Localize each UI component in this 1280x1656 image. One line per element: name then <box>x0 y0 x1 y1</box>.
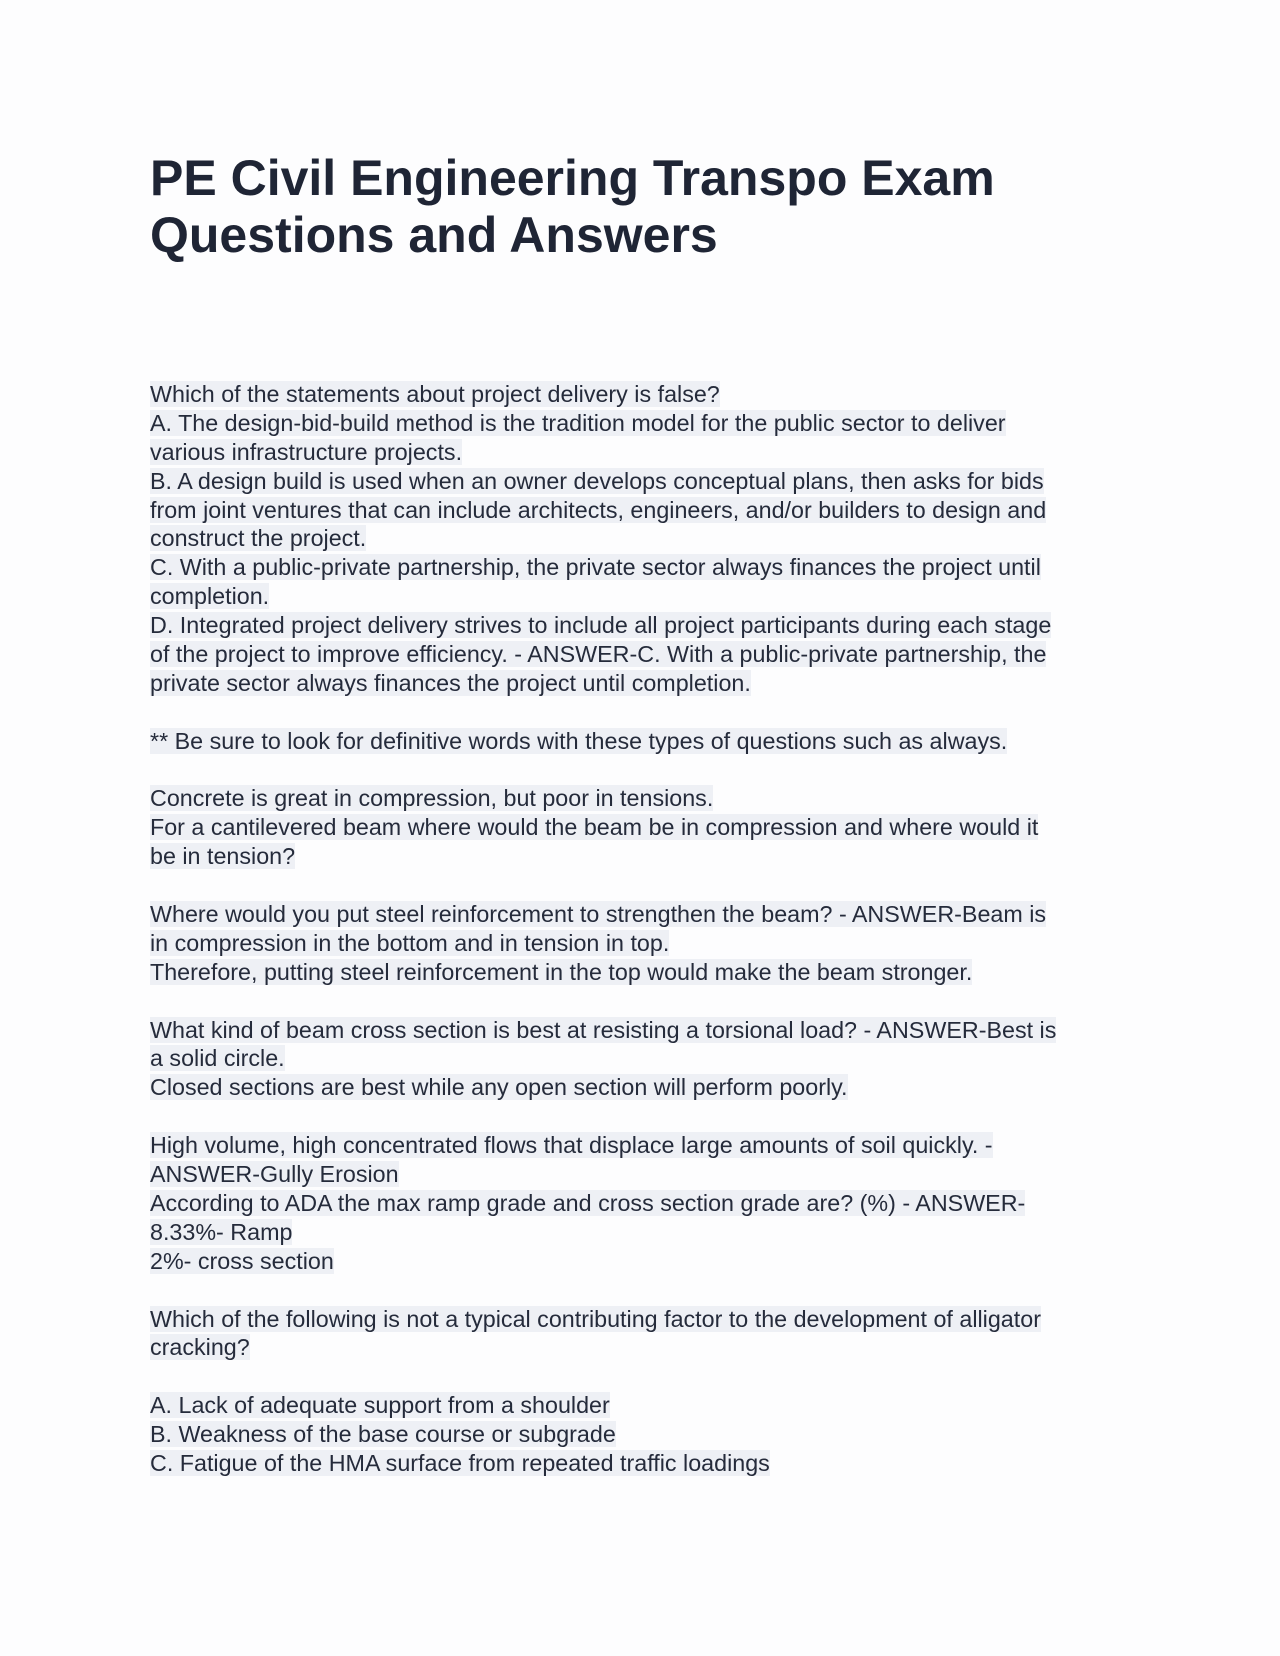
text-line-content: Which of the statements about project delivery is false? <box>150 381 720 407</box>
document-body <box>150 380 1150 1478</box>
text-line-content: cracking? <box>150 1334 250 1361</box>
text-line-content: A. Lack of adequate support from a shoulder <box>150 1392 610 1419</box>
text-line-content: of the project to improve efficiency. - ANSWER-C. With a public-private partnership, the <box>150 641 1047 668</box>
paragraph-gap <box>150 698 1150 727</box>
text-line <box>150 524 1150 553</box>
text-line-content: 2%- cross section <box>150 1247 334 1274</box>
text-line-content: A. The design-bid-build method is the tradition model for the public sector to deliver <box>150 409 1006 436</box>
text-line-content: private sector always finances the project until completion. <box>150 669 751 696</box>
text-line-content: various infrastructure projects. <box>150 438 463 465</box>
text-line <box>150 409 1150 438</box>
text-line-content: 8.33%- Ramp <box>150 1218 293 1245</box>
text-line <box>150 958 1150 987</box>
text-line-content: Where would you put steel reinforcement to strengthen the beam? - ANSWER-Beam is <box>150 901 1047 928</box>
text-line <box>150 553 1150 582</box>
text-line-content: ANSWER-Gully Erosion <box>150 1161 399 1188</box>
title-line: PE Civil Engineering Transpo Exam <box>150 150 995 206</box>
text-line <box>150 929 1150 958</box>
text-line <box>150 1016 1150 1045</box>
text-line <box>150 1189 1150 1218</box>
text-line-content: ** Be sure to look for definitive words with these types of questions such as always. <box>150 727 1008 754</box>
text-line <box>150 611 1150 640</box>
document-title <box>150 150 1150 264</box>
text-line-content: C. With a public-private partnership, the private sector always finances the project until <box>150 554 1041 581</box>
text-line <box>150 1131 1150 1160</box>
paragraph-gap <box>150 871 1150 900</box>
text-line <box>150 842 1150 871</box>
text-line-content: be in tension? <box>150 843 296 870</box>
text-line-content: completion. <box>150 583 270 610</box>
text-line <box>150 640 1150 669</box>
text-line <box>150 380 1150 409</box>
text-line-content: Concrete is great in compression, but poor in tensions. <box>150 785 714 812</box>
text-line <box>150 813 1150 842</box>
text-line-content: What kind of beam cross section is best at resisting a torsional load? - ANSWER-Best is <box>150 1016 1057 1043</box>
text-line-content: B. A design build is used when an owner develops conceptual plans, then asks for bids <box>150 467 1044 494</box>
text-line <box>150 900 1150 929</box>
text-line-content: Closed sections are best while any open section will perform poorly. <box>150 1074 848 1101</box>
text-line <box>150 784 1150 813</box>
text-line-content: a solid circle. <box>150 1045 285 1072</box>
text-line-content: B. Weakness of the base course or subgrade <box>150 1421 616 1448</box>
paragraph-gap <box>150 1102 1150 1131</box>
text-line-content: High volume, high concentrated flows that displace large amounts of soil quickly. - <box>150 1132 993 1159</box>
text-line-content: According to ADA the max ramp grade and cross section grade are? (%) - ANSWER- <box>150 1189 1026 1216</box>
text-line <box>150 1420 1150 1449</box>
paragraph-gap <box>150 987 1150 1016</box>
text-line <box>150 438 1150 467</box>
text-line-content: from joint ventures that can include architects, engineers, and/or builders to design and <box>150 496 1047 523</box>
text-line-content: For a cantilevered beam where would the beam be in compression and where would it <box>150 814 1039 841</box>
text-line-content: construct the project. <box>150 525 367 552</box>
text-line <box>150 669 1150 698</box>
text-line <box>150 1073 1150 1102</box>
text-line <box>150 496 1150 525</box>
title-line: Questions and Answers <box>150 207 718 263</box>
text-line <box>150 1391 1150 1420</box>
text-line-content: in compression in the bottom and in tension in top. <box>150 929 670 956</box>
text-line <box>150 1333 1150 1362</box>
text-line-content: Therefore, putting steel reinforcement in the top would make the beam stronger. <box>150 958 973 985</box>
text-line-content: C. Fatigue of the HMA surface from repeated traffic loadings <box>150 1449 770 1476</box>
paragraph-gap <box>150 1276 1150 1305</box>
paragraph-gap <box>150 756 1150 785</box>
text-line <box>150 1218 1150 1247</box>
text-line <box>150 1160 1150 1189</box>
text-line <box>150 727 1150 756</box>
text-line <box>150 1247 1150 1276</box>
text-line <box>150 467 1150 496</box>
text-line <box>150 1305 1150 1334</box>
text-line <box>150 1044 1150 1073</box>
text-line <box>150 1449 1150 1478</box>
text-line-content: D. Integrated project delivery strives to include all project participants during each stage <box>150 612 1052 639</box>
text-line <box>150 582 1150 611</box>
text-line-content: Which of the following is not a typical contributing factor to the development of alligator <box>150 1305 1041 1332</box>
paragraph-gap <box>150 1362 1150 1391</box>
